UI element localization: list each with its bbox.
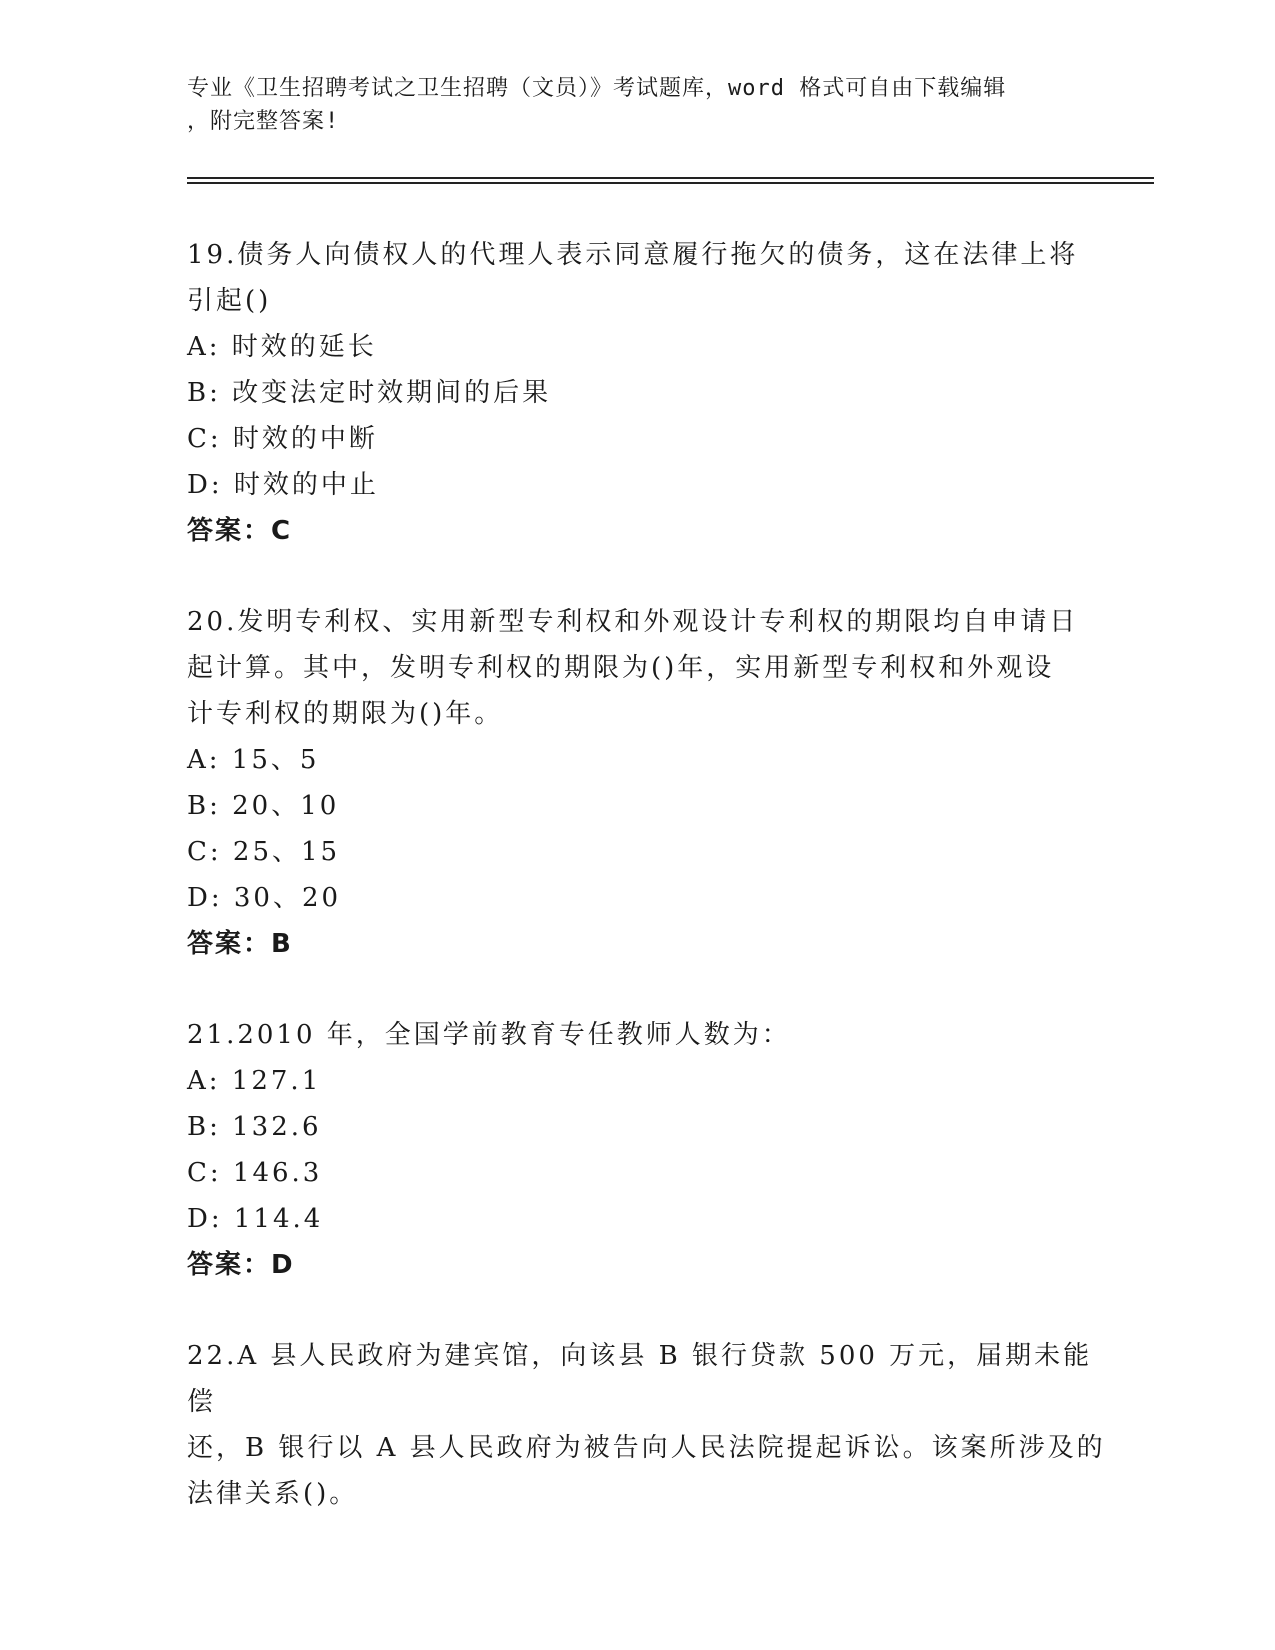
answer-label: 答案：C — [187, 516, 293, 546]
option-b: B: 改变法定时效期间的后果 — [187, 378, 552, 408]
question-21 — [187, 1012, 1107, 1288]
option-c: C: 146.3 — [187, 1158, 323, 1188]
header-divider-bottom — [187, 182, 1154, 184]
question-list — [187, 232, 1107, 1517]
question-stem-line: 起计算。其中，发明专利权的期限为()年，实用新型专利权和外观设 — [187, 653, 1055, 683]
document-header — [187, 72, 1067, 138]
option-c: C: 时效的中断 — [187, 424, 378, 454]
question-20 — [187, 599, 1107, 967]
option-d: D: 114.4 — [187, 1204, 324, 1234]
question-stem-line: 21.2010 年，全国学前教育专任教师人数为： — [187, 1020, 791, 1050]
header-line-1: 专业《卫生招聘考试之卫生招聘（文员）》考试题库，word 格式可自由下载编辑 — [187, 76, 1007, 101]
question-19 — [187, 232, 1107, 554]
question-22 — [187, 1333, 1107, 1517]
option-a: A: 127.1 — [187, 1066, 322, 1096]
option-b: B: 20、10 — [187, 791, 340, 821]
question-stem-line: 还，B 银行以 A 县人民政府为被告向人民法院提起诉讼。该案所涉及的 — [187, 1433, 1106, 1463]
spacer — [187, 1288, 1107, 1333]
spacer — [187, 967, 1107, 1012]
question-stem-line: 法律关系()。 — [187, 1479, 359, 1509]
question-stem-line: 22.A 县人民政府为建宾馆，向该县 B 银行贷款 500 万元，届期未能偿 — [187, 1341, 1093, 1417]
header-divider-top — [187, 177, 1154, 179]
option-c: C: 25、15 — [187, 837, 341, 867]
question-stem-line: 19.债务人向债权人的代理人表示同意履行拖欠的债务，这在法律上将 — [187, 240, 1079, 270]
question-stem-line: 20.发明专利权、实用新型专利权和外观设计专利权的期限均自申请日 — [187, 607, 1079, 637]
option-d: D: 30、20 — [187, 883, 342, 913]
header-line-2: ，附完整答案! — [187, 109, 340, 134]
spacer — [187, 554, 1107, 599]
question-stem-line: 引起() — [187, 286, 272, 316]
option-a: A: 15、5 — [187, 745, 320, 775]
answer-label: 答案：D — [187, 1250, 295, 1280]
option-b: B: 132.6 — [187, 1112, 322, 1142]
option-d: D: 时效的中止 — [187, 470, 379, 500]
answer-label: 答案：B — [187, 929, 293, 959]
option-a: A: 时效的延长 — [187, 332, 377, 362]
question-stem-line: 计专利权的期限为()年。 — [187, 699, 504, 729]
